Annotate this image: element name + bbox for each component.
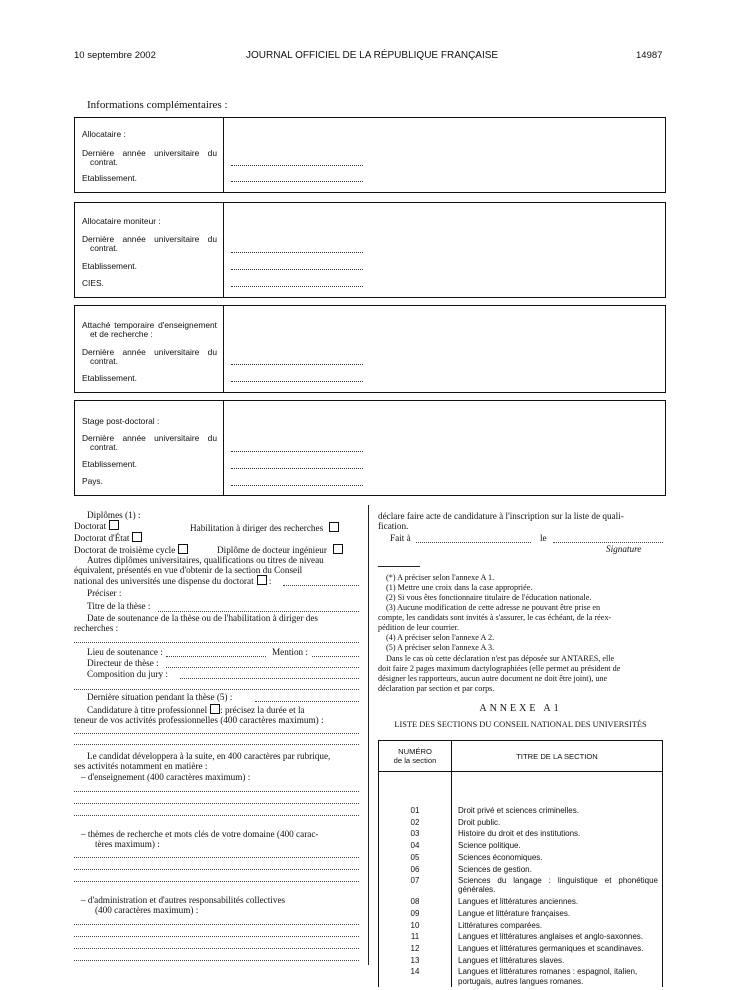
- doctorat-etat-label: Doctorat d'État: [74, 533, 130, 543]
- themes-line[interactable]: [74, 869, 359, 870]
- footnote: pédition de leur courrier.: [378, 623, 459, 632]
- table-row: 05 Sciences économiques.: [379, 852, 663, 864]
- sections-table: [378, 740, 663, 987]
- box-post-doctoral: [74, 400, 666, 496]
- candidature-label-b: : précisez la durée et la: [220, 705, 305, 715]
- footnote: déclaration par section et par corps.: [378, 684, 495, 693]
- footnote: désigner les rapporteurs, aucun autre document ne doit être joint), une: [378, 674, 608, 683]
- doctorat-etat-checkbox[interactable]: [132, 532, 142, 542]
- input-line[interactable]: [231, 451, 363, 452]
- date-line[interactable]: [74, 642, 359, 643]
- field-label: Etablissement.: [82, 173, 137, 183]
- candidat-text-2: ses activités notamment en matière :: [74, 761, 208, 771]
- column-divider: [368, 505, 369, 965]
- directeur-label: Directeur de thèse :: [87, 658, 159, 668]
- header-journal: JOURNAL OFFICIEL DE LA RÉPUBLIQUE FRANÇAISE: [246, 50, 499, 61]
- themes-line[interactable]: [74, 881, 359, 882]
- table-row: 10 Littératures comparées.: [379, 920, 663, 932]
- liste-title: LISTE DES SECTIONS DU CONSEIL NATIONAL DES UNIVERSITÉS: [394, 720, 647, 729]
- doctorat-3-label: Doctorat de troisième cycle: [74, 545, 176, 555]
- field-label: contrat.: [90, 356, 118, 366]
- box-title: Allocataire moniteur :: [82, 216, 161, 226]
- box-title: Stage post-doctoral :: [82, 416, 160, 426]
- input-line[interactable]: [231, 364, 363, 365]
- enseignement-line[interactable]: [74, 791, 359, 792]
- signature-label: Signature: [606, 544, 642, 554]
- admin-text-1: – d'administration et d'autres responsabilités collectives: [81, 895, 286, 905]
- derniere-situation-label: Dernière situation pendant la thèse (5) :: [87, 692, 233, 702]
- admin-line[interactable]: [74, 948, 359, 949]
- table-row: 01 Droit privé et sciences criminelles.: [379, 805, 663, 817]
- le-label: le: [540, 533, 547, 543]
- field-label: Etablissement.: [82, 373, 137, 383]
- themes-line[interactable]: [74, 857, 359, 858]
- footnote: (5) A préciser selon l'annexe A 3.: [386, 643, 495, 652]
- input-line[interactable]: [231, 286, 363, 287]
- box-title: Attaché temporaire d'enseignement: [82, 320, 217, 330]
- autres-text-3: national des universités une dispense du doctorat: [74, 576, 254, 586]
- admin-line[interactable]: [74, 960, 359, 961]
- footnote-rule: [378, 566, 420, 567]
- table-row: 02 Droit public.: [379, 817, 663, 829]
- activites-line[interactable]: [74, 733, 359, 734]
- doctorat-label: Doctorat: [74, 521, 107, 531]
- field-label: CIES.: [82, 278, 104, 288]
- header-page-number: 14987: [636, 50, 663, 61]
- header-date: 10 septembre 2002: [74, 50, 156, 61]
- table-row: 07 Sciences du langage : linguistique et phonétique générales.: [379, 875, 663, 896]
- table-row: 08 Langues et littératures anciennes.: [379, 896, 663, 908]
- candidature-checkbox[interactable]: [210, 704, 220, 714]
- input-line[interactable]: [231, 269, 363, 270]
- table-row: 11 Langues et littératures anglaises et anglo-saxonnes.: [379, 931, 663, 943]
- date-soutenance-1: Date de soutenance de la thèse ou de l'habilitation à diriger des: [87, 613, 319, 623]
- field-label: Dernière année universitaire du: [82, 148, 217, 158]
- enseignement-line[interactable]: [74, 815, 359, 816]
- enseignement-label: – d'enseignement (400 caractères maximum) :: [81, 772, 251, 782]
- input-line[interactable]: [231, 252, 363, 253]
- date-line-sign[interactable]: [553, 542, 663, 543]
- date-soutenance-2: recherches :: [74, 623, 119, 633]
- input-line[interactable]: [231, 165, 363, 166]
- field-label: contrat.: [90, 157, 118, 167]
- preciser-label: Préciser :: [87, 588, 122, 598]
- table-row: 12 Langues et littératures germaniques et scandinaves.: [379, 943, 663, 955]
- table-row: 13 Langues et littératures slaves.: [379, 955, 663, 967]
- input-line[interactable]: [231, 468, 363, 469]
- footnote: (3) Aucune modification de cette adresse ne pouvant être prise en: [386, 603, 601, 612]
- annexe-title: ANNEXE A1: [479, 703, 562, 714]
- autres-text-2: équivalent, présentés en vue d'obtenir de la section du Conseil: [74, 565, 303, 575]
- docteur-ing-checkbox[interactable]: [333, 544, 343, 554]
- footnote: compte, les candidats sont invités à s'assurer, le cas échéant, de la réex-: [378, 613, 612, 622]
- table-row: 14 Langues et littératures romanes : espagnol, italien, portugais, autres langues romanes.: [379, 966, 663, 987]
- field-label: contrat.: [90, 243, 118, 253]
- fait-a-line[interactable]: [416, 542, 531, 543]
- footnote: (*) A préciser selon l'annexe A 1.: [386, 573, 495, 582]
- box-ater: [74, 305, 666, 393]
- footnote: (2) Si vous êtes fonctionnaire titulaire de l'éducation nationale.: [386, 593, 592, 602]
- box-allocataire-moniteur: [74, 202, 666, 298]
- table-row: 06 Sciences de gestion.: [379, 864, 663, 876]
- input-line[interactable]: [231, 485, 363, 486]
- jury-label: Composition du jury :: [87, 669, 168, 679]
- declare-text-2: fication.: [378, 521, 409, 531]
- box-title-line2: et de recherche :: [90, 329, 153, 339]
- field-label: Etablissement.: [82, 261, 137, 271]
- declare-text-1: déclare faire acte de candidature à l'inscription sur la liste de quali-: [378, 511, 624, 521]
- docteur-ing-label: Diplôme de docteur ingénieur: [217, 545, 327, 555]
- box-allocataire: [74, 117, 666, 193]
- field-label: Etablissement.: [82, 459, 137, 469]
- doctorat-3-checkbox[interactable]: [178, 544, 188, 554]
- jury-line[interactable]: [180, 678, 359, 679]
- table-row: 04 Science politique.: [379, 840, 663, 852]
- titre-these-label: Titre de la thèse :: [87, 601, 151, 611]
- table-header-titre: TITRE DE LA SECTION: [452, 741, 663, 772]
- themes-text-2: tères maximum) :: [95, 839, 160, 849]
- diplomes-heading: Diplômes (1) :: [87, 510, 141, 520]
- titre-these-line[interactable]: [158, 611, 359, 612]
- box-title: Allocataire :: [82, 129, 126, 139]
- activites-line[interactable]: [74, 744, 359, 745]
- field-label: Dernière année universitaire du: [82, 234, 217, 244]
- doctorat-checkbox[interactable]: [109, 520, 119, 530]
- footnote: (4) A préciser selon l'annexe A 2.: [386, 633, 495, 642]
- directeur-line[interactable]: [166, 667, 359, 668]
- table-header-numero: NUMÉRO de la section: [379, 741, 452, 772]
- info-title: Informations complémentaires :: [87, 99, 228, 111]
- footnote: (1) Mettre une croix dans la case appropriée.: [386, 583, 533, 592]
- field-label: Pays.: [82, 476, 103, 486]
- themes-text-1: – thèmes de recherche et mots clés de votre domaine (400 carac-: [81, 829, 319, 839]
- enseignement-line[interactable]: [74, 803, 359, 804]
- habilitation-checkbox[interactable]: [329, 522, 339, 532]
- dispense-line[interactable]: [283, 585, 359, 586]
- admin-line[interactable]: [74, 936, 359, 937]
- jury-line-2[interactable]: [74, 689, 359, 690]
- lieu-line[interactable]: [166, 656, 266, 657]
- candidat-text-1: Le candidat développera à la suite, en 400 caractères par rubrique,: [87, 751, 331, 761]
- fait-a-label: Fait à: [390, 533, 411, 543]
- mention-label: Mention :: [272, 647, 308, 657]
- field-label: Dernière année universitaire du: [82, 433, 217, 443]
- admin-text-2: (400 caractères maximum) :: [95, 905, 199, 915]
- candidature-label: Candidature à titre professionnel: [87, 705, 208, 715]
- input-line[interactable]: [231, 381, 363, 382]
- habilitation-label: Habilitation à diriger des recherches: [190, 523, 324, 533]
- situation-line[interactable]: [255, 701, 359, 702]
- mention-line[interactable]: [312, 656, 359, 657]
- table-row: 09 Langue et littérature françaises.: [379, 908, 663, 920]
- table-row: 03 Histoire du droit et des institutions.: [379, 828, 663, 840]
- field-label: contrat.: [90, 442, 118, 452]
- field-label: Dernière année universitaire du: [82, 347, 217, 357]
- lieu-label: Lieu de soutenance :: [87, 647, 163, 657]
- autres-text-1: Autres diplômes universitaires, qualifications ou titres de niveau: [87, 555, 324, 565]
- dispense-checkbox[interactable]: [257, 575, 267, 585]
- admin-line[interactable]: [74, 924, 359, 925]
- input-line[interactable]: [231, 181, 363, 182]
- footnote: doit faire 2 pages maximum dactylographiées (elle permet au président de: [378, 664, 621, 673]
- candidature-text-2: teneur de vos activités professionnelles (400 caractères maximum) :: [74, 715, 324, 725]
- footnote: Dans le cas où cette déclaration n'est pas déposée sur ANTARES, elle: [386, 654, 615, 663]
